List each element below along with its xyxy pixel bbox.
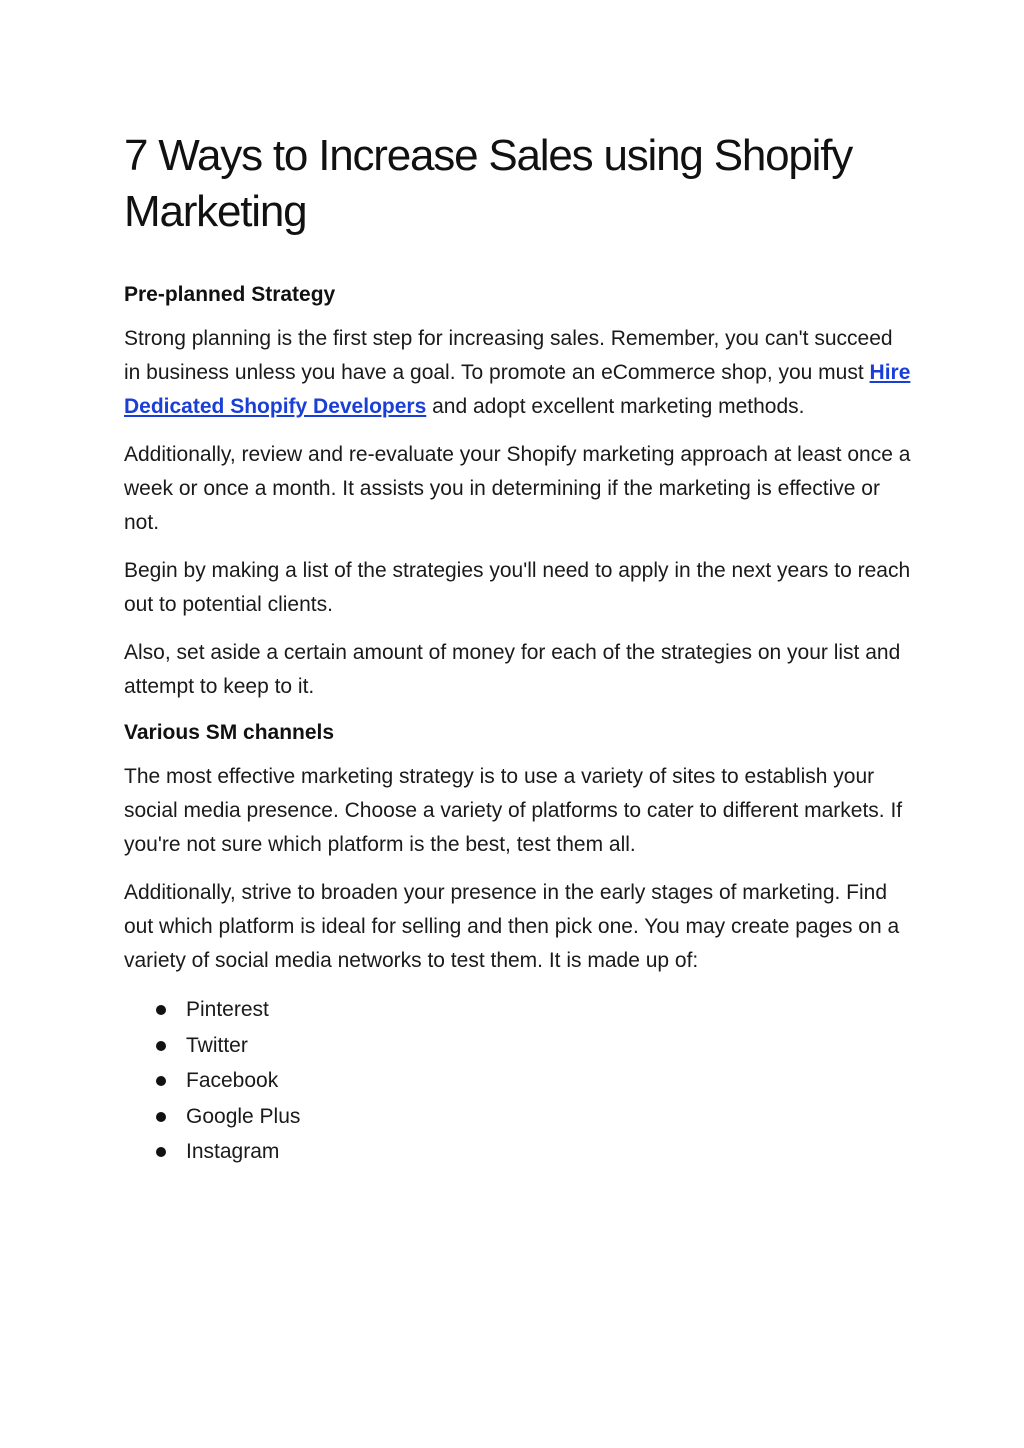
list-item — [124, 1099, 914, 1135]
paragraph-broaden-presence: Additionally, strive to broaden your presence in the early stages of marketing. Find out which platform is ideal for selling and then pick one. You may create pages on a variety of social media networks to test them. It is made up of: — [124, 881, 900, 972]
bullet-icon — [156, 1112, 166, 1122]
list-item-label: Google Plus — [186, 1104, 301, 1128]
list-item — [124, 1063, 914, 1099]
bullet-icon — [156, 1041, 166, 1051]
section-heading-pre-planned-strategy: Pre-planned Strategy — [124, 283, 336, 306]
paragraph-budget: Also, set aside a certain amount of money for each of the strategies on your list and attempt to keep to it. — [124, 641, 901, 698]
bullet-icon — [156, 1076, 166, 1086]
paragraph-social-media: The most effective marketing strategy is to use a variety of sites to establish your social media presence. Choose a variety of platforms to cater to different markets. If you're not sure which platform is the best, test them all. — [124, 765, 903, 856]
paragraph-planning-text-before: Strong planning is the first step for increasing sales. Remember, you can't succeed in business unless you have a goal. To promote an eCommerce shop, you must — [124, 327, 893, 384]
hire-shopify-developers-link[interactable]: Hire Dedicated Shopify Developers — [124, 361, 911, 418]
list-item-label: Twitter — [186, 1033, 248, 1057]
paragraph-strategy-list: Begin by making a list of the strategies you'll need to apply in the next years to reach out to potential clients. — [124, 559, 911, 616]
paragraph-review: Additionally, review and re-evaluate your Shopify marketing approach at least once a week or once a month. It assists you in determining if the marketing is effective or not. — [124, 443, 911, 534]
page-title: 7 Ways to Increase Sales using Shopify Marketing — [124, 131, 853, 236]
list-item — [124, 992, 914, 1028]
paragraph-planning — [124, 322, 914, 424]
list-item-label: Pinterest — [186, 998, 269, 1021]
list-item-label: Facebook — [186, 1069, 279, 1092]
list-item-label: Instagram — [186, 1140, 280, 1163]
document-page — [124, 128, 914, 1170]
list-item — [124, 1028, 914, 1064]
platform-list — [124, 992, 914, 1170]
bullet-icon — [156, 1005, 166, 1015]
section-heading-sm-channels: Various SM channels — [124, 721, 335, 744]
list-item — [124, 1134, 914, 1170]
paragraph-planning-text-after: and adopt excellent marketing methods. — [426, 395, 805, 418]
bullet-icon — [156, 1147, 166, 1157]
